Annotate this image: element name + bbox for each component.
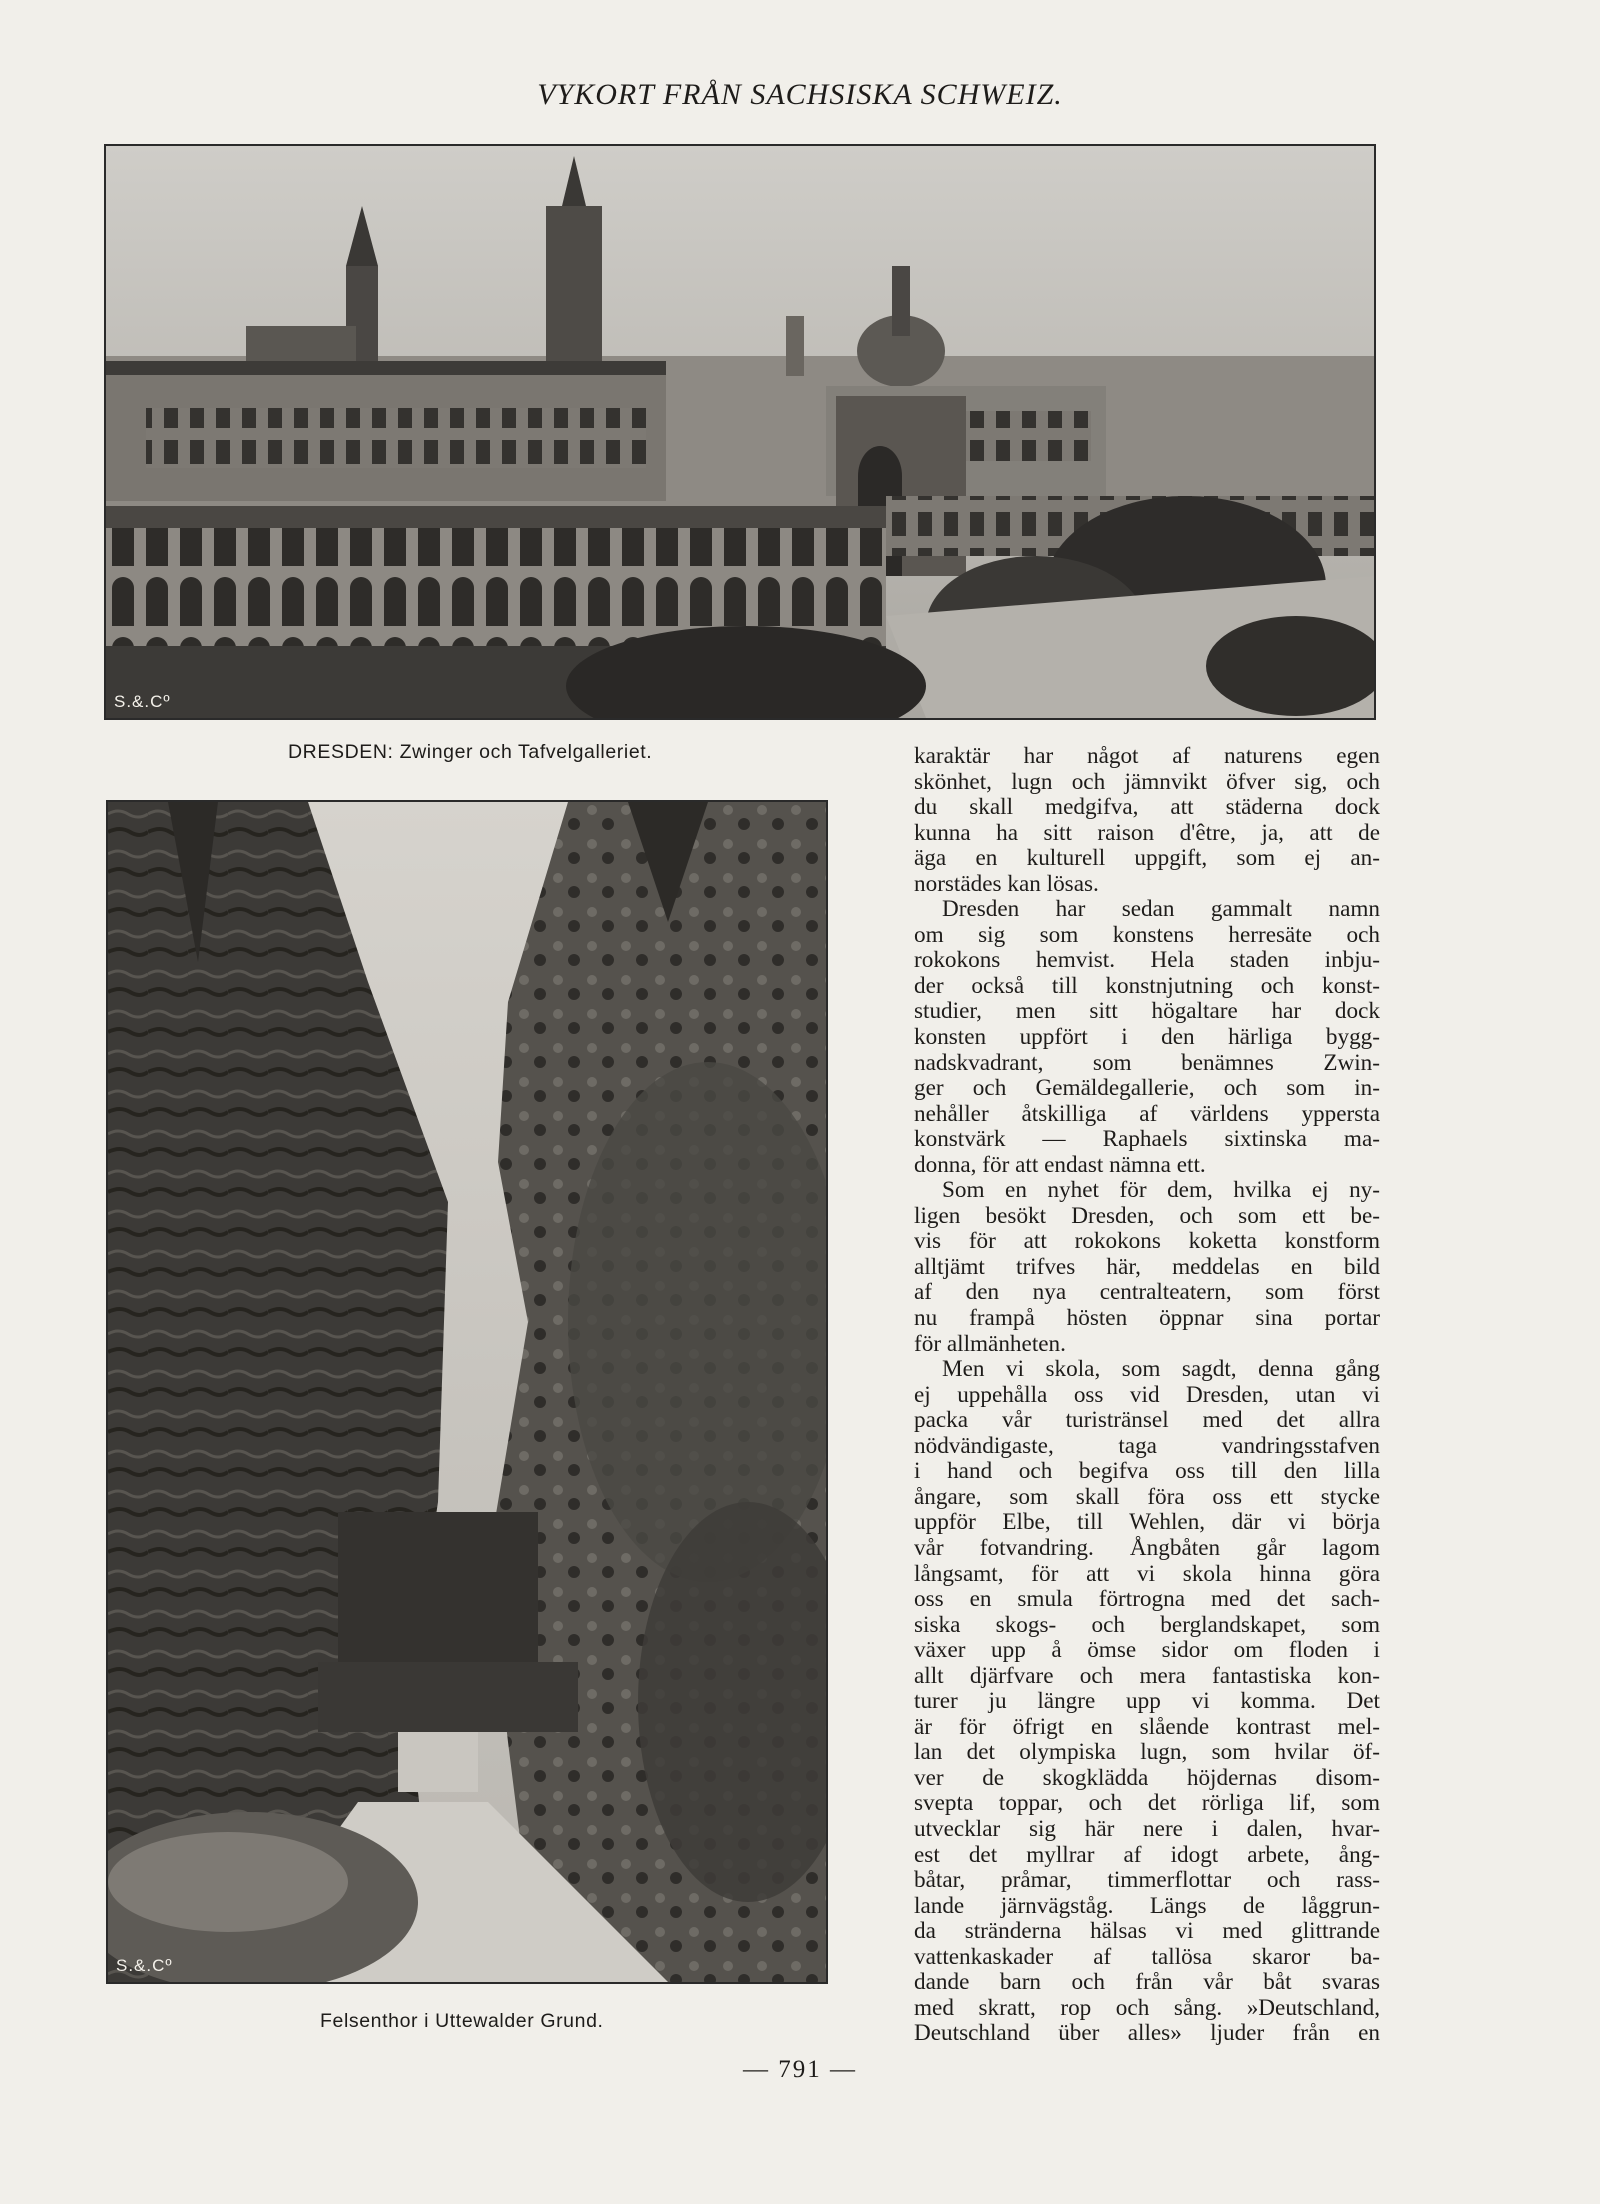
text-line: kunna ha sitt raison d'être, ja, att de [914,819,1380,846]
text-line: svepta toppar, och det rörliga lif, som [914,1790,1380,1817]
text-line: för allmänheten. [914,1330,1066,1357]
text-line: Dresden har sedan gammalt namn [942,896,1380,923]
text-line: turer ju längre upp vi komma. Det [914,1688,1380,1715]
text-line: lan det olympiska lugn, som hvilar öf- [914,1739,1380,1766]
publisher-mark: S.&.Cº [116,1956,173,1975]
text-line: är för öfrigt en slående kontrast mel- [914,1713,1380,1740]
text-line: der också till konstnjutning och konst- [914,972,1380,999]
text-line: konstvärk — Raphaels sixtinska ma- [914,1126,1380,1153]
running-title: VYKORT FRÅN SACHSISKA SCHWEIZ. [537,78,1063,111]
text-line: Som en nyhet för dem, hvilka ej ny- [942,1177,1380,1204]
text-line: allt djärfvare och mera fantastiska kon- [914,1662,1380,1689]
text-line: lande järnvägståg. Längs de låggrun- [914,1892,1380,1919]
text-line: Deutschland über alles» ljuder från en [914,2020,1380,2047]
photo-felsenthor-illustration [108,802,826,1982]
caption-dresden: DRESDEN: Zwinger och Tafvelgalleriet. [288,741,653,763]
text-line: oss en smula förtrogna med det sach- [914,1586,1380,1613]
photo-felsenthor [106,800,828,1984]
text-line: med skratt, rop och sång. »Deutschland, [914,1994,1380,2021]
text-line: om sig som konstens herresäte och [914,921,1380,948]
text-line: i hand och begifva oss till den lilla [914,1458,1380,1485]
text-line: ångare, som skall föra oss ett stycke [914,1483,1380,1510]
text-line: äga en kulturell uppgift, som ej an- [914,845,1380,872]
text-line: ligen besökt Dresden, och som ett be- [914,1202,1380,1229]
text-line: båtar, pråmar, timmerflottar och rass- [914,1867,1380,1894]
text-line: du skall medgifva, att städerna dock [914,794,1380,821]
text-line: karaktär har något af naturens egen [914,743,1380,769]
text-line: Men vi skola, som sagdt, denna gång [942,1356,1380,1383]
text-line: nadskvadrant, som benämnes Zwin- [914,1049,1380,1076]
text-line: dande barn och från vår båt svaras [914,1969,1380,1996]
text-line: uppför Elbe, till Wehlen, där vi börja [914,1509,1380,1536]
text-line: vis för att rokokons koketta konstform [914,1228,1380,1255]
text-line: nehåller åtskilliga af världens yppersta [914,1100,1380,1127]
text-line: ej uppehålla oss vid Dresden, utan vi [914,1381,1380,1408]
text-line: konsten uppfört i den härliga bygg- [914,1024,1380,1051]
text-line: nödvändigaste, taga vandringsstafven [914,1432,1380,1459]
text-line: skönhet, lugn och jämnvikt öfver sig, och [914,768,1380,795]
text-line: af den nya centralteatern, som först [914,1279,1380,1306]
body-text-column [914,744,1380,2047]
text-line: da stränderna hälsas vi med glittrande [914,1918,1380,1945]
text-line: donna, för att endast nämna ett. [914,1151,1206,1178]
text-line: rokokons hemvist. Hela staden inbju- [914,947,1380,974]
text-line: nu frampå hösten öppnar sina portar [914,1305,1380,1332]
text-line: ger och Gemäldegallerie, och som in- [914,1075,1380,1102]
publisher-mark: S.&.Cº [114,692,171,711]
text-line: siska skogs- och berglandskapet, som [914,1611,1380,1638]
page-number: — 791 — [743,2056,857,2083]
text-line: vattenkaskader af tallösa skaror ba- [914,1943,1380,1970]
text-line: långsamt, för att vi skola hinna göra [914,1560,1380,1587]
caption-felsenthor: Felsenthor i Uttewalder Grund. [320,2010,604,2032]
text-line: est det myllrar af idogt arbete, ång- [914,1841,1380,1868]
text-line: norstädes kan lösas. [914,870,1099,897]
text-line: alltjämt trifves här, meddelas en bild [914,1253,1380,1280]
text-line: packa vår turistränsel med det allra [914,1407,1380,1434]
text-line: vår fotvandring. Ångbåten går lagom [914,1534,1380,1561]
text-line: växer upp å ömse sidor om floden i [914,1637,1380,1664]
text-line: utvecklar sig här nere i dalen, hvar- [914,1815,1380,1842]
text-line: studier, men sitt högaltare har dock [914,998,1380,1025]
photo-dresden-zwinger [104,144,1376,720]
text-line: ver de skogklädda höjdernas disom- [914,1764,1380,1791]
photo-dresden-illustration [106,146,1374,718]
